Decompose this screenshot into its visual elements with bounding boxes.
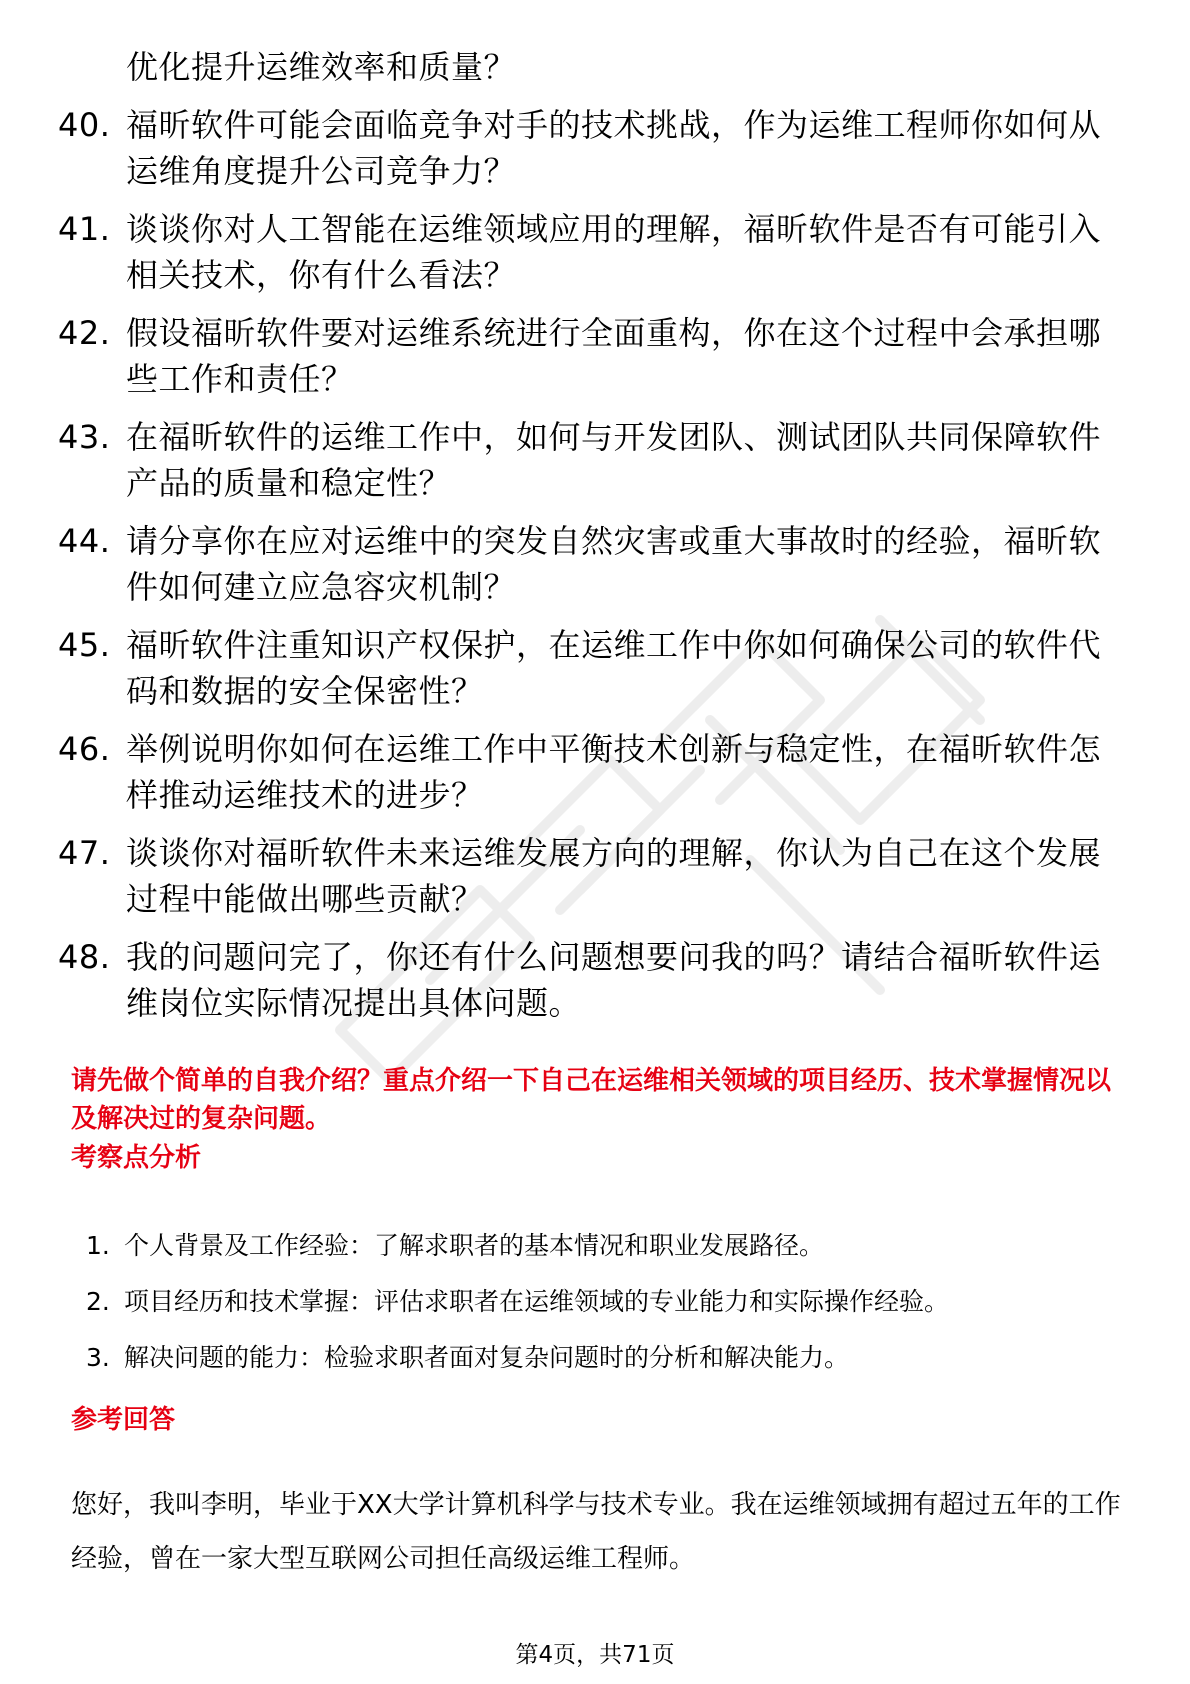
analysis-number: 2. (86, 1287, 110, 1316)
question-number: 46. (58, 730, 111, 768)
question-continuation: 优化提升运维效率和质量？ (126, 48, 517, 86)
list-item (58, 206, 1118, 298)
question-number: 40. (58, 106, 111, 144)
list-item (58, 726, 1118, 818)
analysis-text: 解决问题的能力：检验求职者面对复杂问题时的分析和解决能力。 (124, 1343, 850, 1372)
reference-answer: 您好，我叫李明，毕业于XX大学计算机科学与技术专业。我在运维领域拥有超过五年的工作经验，曾在一家大型互联网公司担任高级运维工程师。 (71, 1490, 1121, 1574)
list-item (86, 1340, 1116, 1396)
analysis-heading: 考察点分析 (71, 1143, 202, 1173)
question-number: 45. (58, 626, 111, 664)
analysis-list (86, 1228, 1116, 1396)
list-item (58, 518, 1118, 610)
list-item (58, 622, 1118, 714)
question-text: 在福昕软件的运维工作中，如何与开发团队、测试团队共同保障软件产品的质量和稳定性？ (126, 418, 1102, 502)
analysis-text: 项目经历和技术掌握：评估求职者在运维领域的专业能力和实际操作经验。 (124, 1287, 950, 1316)
question-number: 44. (58, 522, 111, 560)
question-number: 43. (58, 418, 111, 456)
question-number: 42. (58, 314, 111, 352)
question-text: 请分享你在应对运维中的突发自然灾害或重大事故时的经验，福昕软件如何建立应急容灾机制？ (126, 522, 1102, 606)
analysis-number: 3. (86, 1343, 110, 1372)
question-text: 谈谈你对人工智能在运维领域应用的理解，福昕软件是否有可能引入相关技术，你有什么看法？ (126, 210, 1102, 294)
list-item (58, 830, 1118, 922)
question-text: 谈谈你对福昕软件未来运维发展方向的理解，你认为自己在这个发展过程中能做出哪些贡献？ (126, 834, 1102, 918)
list-item (58, 414, 1118, 506)
question-number: 41. (58, 210, 111, 248)
question-text: 假设福昕软件要对运维系统进行全面重构，你在这个过程中会承担哪些工作和责任？ (126, 314, 1102, 398)
main-question: 请先做个简单的自我介绍？重点介绍一下自己在运维相关领域的项目经历、技术掌握情况以及解决过的复杂问题。 (71, 1066, 1112, 1134)
list-item (86, 1228, 1116, 1284)
question-text: 福昕软件注重知识产权保护，在运维工作中你如何确保公司的软件代码和数据的安全保密性？ (126, 626, 1102, 710)
list-item (58, 310, 1118, 402)
question-number: 48. (58, 938, 111, 976)
question-number: 47. (58, 834, 111, 872)
page-footer: 第4页，共71页 (515, 1642, 675, 1668)
reference-heading: 参考回答 (71, 1405, 176, 1435)
list-item (86, 1284, 1116, 1340)
list-item (58, 102, 1118, 194)
analysis-text: 个人背景及工作经验：了解求职者的基本情况和职业发展路径。 (124, 1231, 825, 1260)
question-text: 福昕软件可能会面临竞争对手的技术挑战，作为运维工程师你如何从运维角度提升公司竞争力？ (126, 106, 1102, 190)
analysis-number: 1. (86, 1231, 110, 1260)
question-text: 我的问题问完了，你还有什么问题想要问我的吗？请结合福昕软件运维岗位实际情况提出具体问题。 (126, 938, 1102, 1022)
question-list (58, 44, 1118, 1026)
list-item (58, 934, 1118, 1026)
question-text: 举例说明你如何在运维工作中平衡技术创新与稳定性，在福昕软件怎样推动运维技术的进步？ (126, 730, 1102, 814)
